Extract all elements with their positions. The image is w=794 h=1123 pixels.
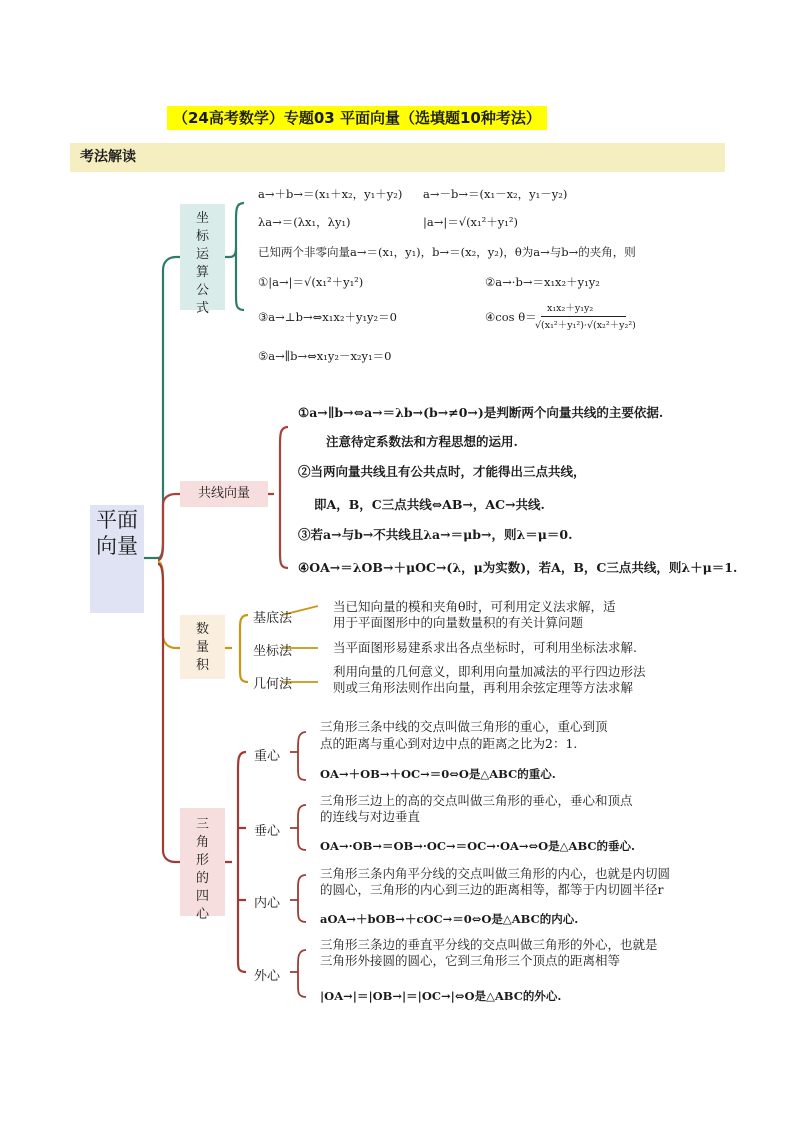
branch-collinear: 共线向量 — [180, 481, 268, 507]
cos-fraction-bar — [541, 316, 626, 317]
cos-numerator: x₁x₂＋y₁y₂ — [547, 303, 594, 314]
dot-desc-basis-2: 用于平面图形中的向量数量积的有关计算问题 — [333, 615, 584, 630]
dot-desc-coord-1: 当平面图形易建系求出各点坐标时，可利用坐标法求解. — [333, 640, 637, 655]
link-collinear — [158, 494, 180, 560]
link-coord — [158, 257, 180, 558]
coord-sub: a→－b→＝(x₁－x₂，y₁－y₂) — [423, 187, 568, 201]
incenter-desc-1: 三角形三条内角平分线的交点叫做三角形的内心，也就是内切圆 — [320, 866, 671, 881]
brace-centroid — [290, 732, 306, 780]
orthocenter-formula: OA→·OB→＝OB→·OC→＝OC→·OA→⇔O是△ABC的垂心. — [320, 839, 636, 853]
branch-coord: 坐标运算公式 — [180, 204, 225, 310]
orthocenter-desc-2: 的连线与对边垂直 — [320, 809, 421, 824]
coord-add: a→＋b→＝(x₁＋x₂，y₁＋y₂) — [258, 187, 403, 201]
section-heading: 考法解读 — [70, 143, 725, 172]
collinear-line-6: ④OA→＝λOB→＋μOC→(λ，μ为实数)，若A，B，C三点共线，则λ＋μ＝1. — [298, 560, 738, 575]
centroid-desc-1: 三角形三条中线的交点叫做三角形的重心，重心到顶 — [320, 719, 608, 734]
dot-method-basis: 基底法 — [253, 611, 293, 626]
coord-item-4: ④cos θ＝ — [485, 310, 537, 324]
center-centroid: 重心 — [254, 749, 281, 764]
coord-item-5: ⑤a→∥b→⇔x₁y₂－x₂y₁＝0 — [258, 349, 392, 363]
cos-denominator: √(x₁²＋y₁²)·√(x₂²＋y₂²) — [535, 320, 636, 331]
incenter-desc-2: 的圆心，三角形的内心到三边的距离相等，都等于内切圆半径r — [320, 882, 664, 897]
dot-desc-geo-1: 利用向量的几何意义，即利用向量加减法的平行四边形法 — [333, 664, 646, 679]
dot-desc-basis-1: 当已知向量的模和夹角θ时，可利用定义法求解，适 — [333, 599, 616, 614]
dot-bracket — [225, 615, 248, 682]
root-node: 平面向量 — [90, 505, 144, 613]
orthocenter-desc-1: 三角形三边上的高的交点叫做三角形的垂心，垂心和顶点 — [320, 793, 633, 808]
brace-orthocenter — [290, 805, 306, 850]
collinear-line-3: ②当两向量共线且有公共点时，才能得出三点共线， — [298, 464, 586, 479]
center-orthocenter: 垂心 — [254, 824, 281, 839]
dot-method-coord: 坐标法 — [253, 644, 293, 659]
circumcenter-desc-1: 三角形三条边的垂直平分线的交点叫做三角形的外心，也就是 — [320, 937, 658, 952]
center-incenter: 内心 — [254, 896, 281, 911]
centroid-formula: OA→＋OB→＋OC→＝0⇔O是△ABC的重心. — [320, 767, 556, 781]
coord-item-3: ③a→⊥b→⇔x₁x₂＋y₁y₂＝0 — [258, 310, 397, 324]
circumcenter-desc-2: 三角形外接圆的圆心，它到三角形三个顶点的距离相等 — [320, 953, 621, 968]
document-title: （24高考数学）专题03 平面向量（选填题10种考法） — [167, 106, 547, 130]
dot-method-geo: 几何法 — [253, 677, 293, 692]
link-dot — [158, 562, 180, 648]
centers-bracket — [225, 752, 246, 972]
coord-item-1: ①|a→|＝√(x₁²＋y₁²) — [258, 275, 364, 289]
collinear-line-5: ③若a→与b→不共线且λa→＝μb→，则λ＝μ＝0. — [298, 527, 573, 542]
dot-desc-geo-2: 则或三角形法则作出向量，再利用余弦定理等方法求解 — [333, 680, 634, 695]
coord-magnitude: |a→|＝√(x₁²＋y₁²) — [423, 215, 518, 229]
link-centers — [158, 564, 180, 862]
coord-item-2: ②a→·b→＝x₁x₂＋y₁y₂ — [485, 275, 600, 289]
brace-circumcenter — [290, 950, 306, 997]
collinear-line-1: ①a→∥b→⇔a→＝λb→(b→≠0→)是判断两个向量共线的主要依据. — [298, 405, 664, 420]
center-circumcenter: 外心 — [254, 969, 281, 984]
incenter-formula: aOA→＋bOB→＋cOC→＝0⇔O是△ABC的内心. — [320, 912, 579, 926]
collinear-line-2: 注意待定系数法和方程思想的运用. — [326, 434, 518, 449]
coord-premise: 已知两个非零向量a→＝(x₁，y₁)，b→＝(x₂，y₂)，θ为a→与b→的夹角，则 — [258, 245, 636, 259]
centroid-desc-2: 点的距离与重心到对边中点的距离之比为2：1. — [320, 736, 578, 751]
circumcenter-formula: |OA→|＝|OB→|＝|OC→|⇔O是△ABC的外心. — [320, 989, 562, 1003]
collinear-line-4: 即A，B，C三点共线⇔AB→，AC→共线. — [314, 497, 545, 512]
collinear-bracket — [268, 427, 288, 568]
branch-dot: 数量积 — [180, 615, 225, 679]
coord-scalar: λa→＝(λx₁，λy₁) — [258, 215, 351, 229]
brace-incenter — [290, 875, 306, 922]
branch-centers: 三角形的四心 — [180, 808, 225, 916]
